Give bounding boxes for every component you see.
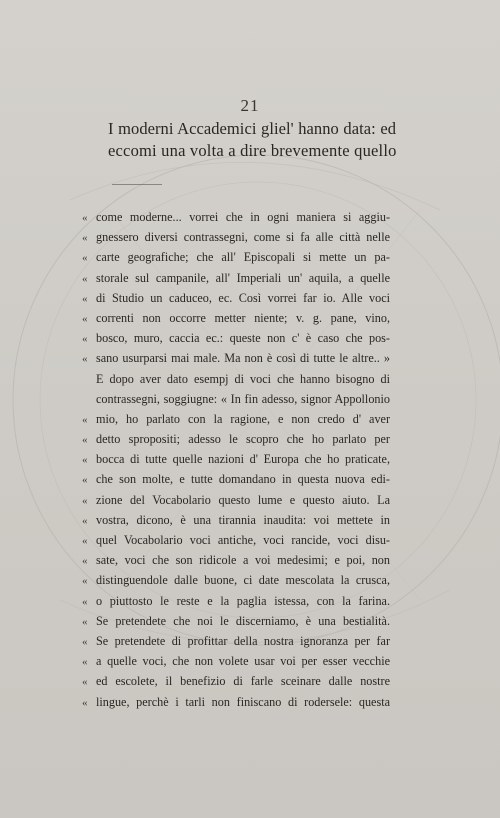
line-text: contrassegni, soggiugne: « In fin adesso, signor Appollonio — [96, 391, 390, 406]
quote-mark: « — [82, 454, 88, 467]
text-line — [82, 490, 390, 510]
line-text: sano usurparsi mai male. Ma non è così di tutte le altre.. » — [96, 351, 390, 366]
line-text: gnessero diversi contrassegni, come si fa alle città nelle — [96, 230, 390, 245]
line-text: distinguendole dalle buone, ci date mescolata la crusca, — [96, 573, 390, 588]
text-line — [82, 288, 390, 308]
text-line — [82, 671, 390, 691]
top-line: eccomi una volta a dire brevemente quello — [108, 141, 397, 160]
text-line — [82, 247, 390, 267]
quote-mark: « — [82, 252, 88, 265]
line-text: bosco, muro, caccia ec.: queste non c' è caso che pos- — [96, 331, 390, 346]
text-line — [82, 631, 390, 651]
quote-mark: « — [82, 514, 88, 527]
line-text: correnti non occorre metter niente; v. g. pane, vino, — [96, 310, 390, 325]
text-line — [82, 469, 390, 489]
quote-mark: « — [82, 474, 88, 487]
text-line — [82, 268, 390, 288]
text-line — [82, 207, 390, 227]
quote-mark: « — [82, 595, 88, 608]
line-text: bocca di tutte quelle nazioni d' Europa che ho praticate, — [96, 452, 390, 467]
quote-mark: « — [82, 232, 88, 245]
text-line — [82, 227, 390, 247]
quote-mark: « — [82, 312, 88, 325]
text-line — [82, 570, 390, 590]
quote-mark: « — [82, 696, 88, 709]
line-text: a quelle voci, che non volete usar voi per esser vecchie — [96, 654, 390, 669]
line-text: ed escolete, il benefizio di farle sceinare dalle nostre — [96, 674, 390, 689]
quote-mark: « — [82, 434, 88, 447]
line-text: che son molte, e tutte domandano in questa nuova edi- — [96, 472, 390, 487]
line-text: E dopo aver dato esempj di voci che hanno bisogno di — [96, 371, 390, 386]
text-line — [82, 328, 390, 348]
quote-mark: « — [82, 676, 88, 689]
quote-mark: « — [82, 635, 88, 648]
line-text: storale sul campanile, all' Imperiali un' aquila, a quelle — [96, 270, 390, 285]
line-text: sate, voci che son ridicole a voi medesimi; e poi, non — [96, 553, 390, 568]
quote-mark: « — [82, 555, 88, 568]
line-text: Se pretendete di profittar della nostra ignoranza per far — [96, 633, 390, 648]
text-line — [82, 409, 390, 429]
line-text: mio, ho parlato con la ragione, e non credo d' aver — [96, 411, 390, 426]
line-text: carte geografiche; che all' Episcopali si mette un pa- — [96, 250, 390, 265]
line-text: detto spropositi; adesso le scopro che ho parlato per — [96, 432, 390, 447]
quote-mark: « — [82, 615, 88, 628]
text-line — [82, 550, 390, 570]
line-text: di Studio un caduceo, ec. Così vorrei far io. Alle voci — [96, 290, 390, 305]
top-line: I moderni Accademici gliel' hanno data: ed — [108, 119, 396, 138]
text-line — [82, 389, 390, 409]
quoted-passage — [82, 207, 390, 712]
page-number: 21 — [240, 96, 260, 115]
top-paragraph — [108, 118, 396, 162]
line-text: quel Vocabolario voci antiche, voci rancide, voci disu- — [96, 533, 390, 547]
quote-mark: « — [82, 535, 88, 547]
line-text: vostra, dicono, è una tirannia inaudita: voi mettete in — [96, 512, 390, 527]
quote-mark: « — [82, 272, 88, 285]
line-text: come moderne... vorrei che in ogni maniera si aggiu- — [96, 210, 390, 224]
text-line — [82, 308, 390, 328]
text-line — [82, 591, 390, 611]
line-text: o piuttosto le reste e la paglia istessa, con la farina. — [96, 593, 390, 608]
quote-mark: « — [82, 656, 88, 669]
quote-mark: « — [82, 575, 88, 588]
quote-mark: « — [82, 333, 88, 346]
text-line — [82, 429, 390, 449]
line-text: lingue, perchè i tarli non finiscano di rodersele: questa — [96, 694, 390, 709]
text-line — [82, 530, 390, 550]
quote-mark: « — [82, 413, 88, 426]
text-line — [82, 611, 390, 631]
divider-rule — [112, 184, 162, 185]
text-line — [82, 348, 390, 368]
quote-mark: « — [82, 212, 88, 224]
text-line — [82, 651, 390, 671]
line-text: Se pretendete che noi le discerniamo, è una bestialità. — [96, 613, 390, 628]
quote-mark: « — [82, 494, 88, 507]
quote-mark: « — [82, 292, 88, 305]
quote-mark: « — [82, 353, 88, 366]
text-line — [82, 510, 390, 530]
text-line — [82, 369, 390, 389]
line-text: zione del Vocabolario questo lume e questo aiuto. La — [96, 492, 390, 507]
text-line — [82, 449, 390, 469]
text-line — [82, 692, 390, 712]
